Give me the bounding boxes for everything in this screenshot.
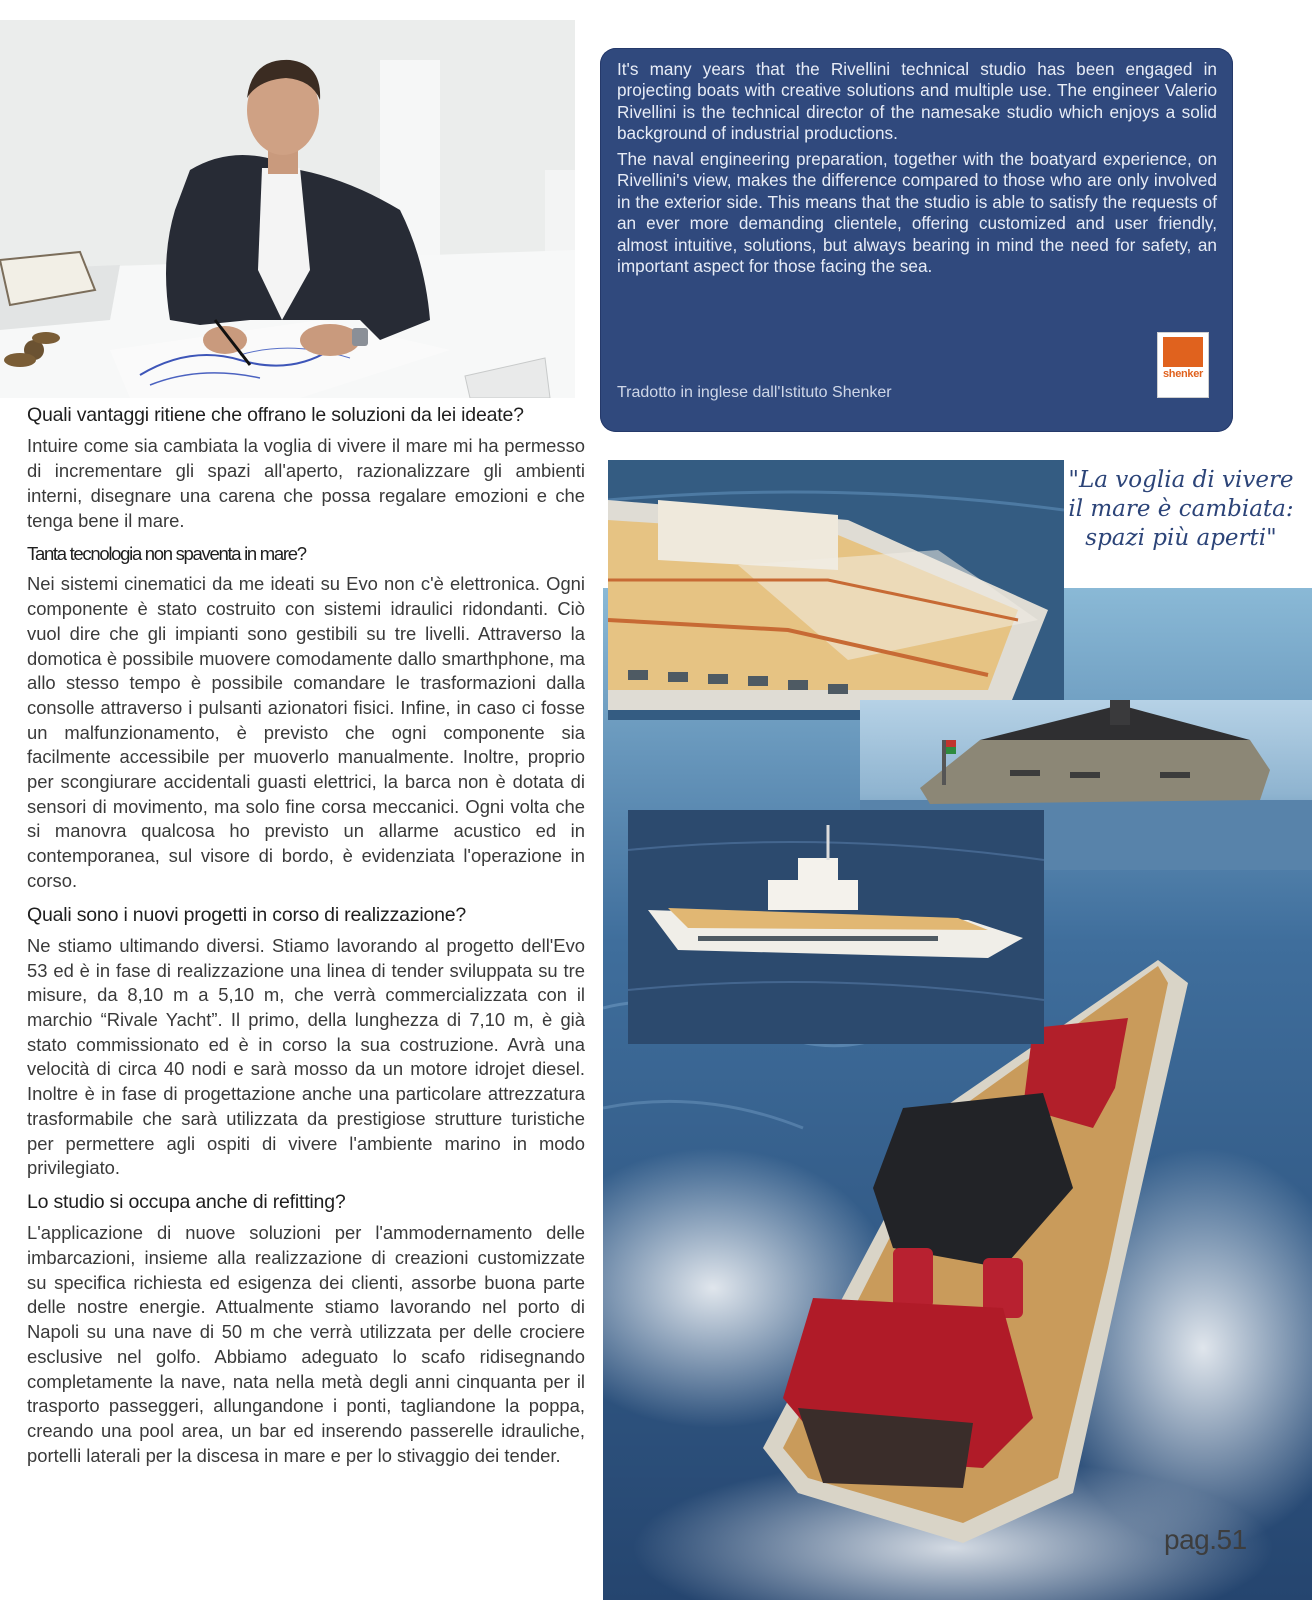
question-4: Lo studio si occupa anche di refitting?	[27, 1190, 346, 1213]
question-3: Quali sono i nuovi progetti in corso di realizzazione?	[27, 903, 467, 926]
interview-column	[27, 404, 585, 1478]
answer-3: Ne stiamo ultimando diversi. Stiamo lavorando al progetto dell'Evo 53 ed è in fase di realizzazione una linea di tender sviluppata su tre misure, da 8,10 m a 5,10 m, che verrà commercializzata con il marchio “Rivale Yacht”. Il primo, della lunghezza di 7,10 m, è già stato commissionato ed è in corso la sua costruzione. Avrà una velocità di circa 40 nodi e sarà mosso da un motore idrojet diesel. Inoltre è in fase di progettazione anche una particolare attrezzatura trasformabile che sarà utilizzata da prestigiose strutture turistiche per permettere agli ospiti di vivere l'ambiente marino in modo privilegiato.	[27, 934, 585, 1179]
pull-quote-line-2: il mare è cambiata:	[1068, 496, 1294, 522]
translation-credit: Tradotto in inglese dall'Istituto Shenker	[617, 384, 892, 401]
pull-quote-line-3: spazi più aperti"	[1085, 525, 1277, 551]
translation-paragraph-2: The naval engineering preparation, together with the boatyard experience, on Rivellini's view, makes the difference compared to those who are only involved in the exterior side. This means that the studio is able to satisfy the requests of an ever more demanding clientele, offering customized and user friendly, almost intuitive, solutions, but always bearing in mind the need for safety, an important aspect for those facing the sea.	[617, 149, 1217, 277]
pull-quote	[1066, 466, 1296, 553]
answer-1: Intuire come sia cambiata la voglia di vivere il mare mi ha permesso di incrementare gli spazi all'aperto, razionalizzare gli ambienti interni, disegnare una carena che possa regalare emozioni e che tenga bene il mare.	[27, 435, 585, 531]
question-2: Tanta tecnologia non spaventa in mare?	[27, 543, 306, 565]
pull-quote-line-1: "La voglia di vivere	[1068, 467, 1294, 493]
engineer-portrait-photo	[0, 20, 575, 398]
shenker-logo-square	[1163, 337, 1203, 367]
shenker-logo	[1157, 332, 1209, 398]
question-1: Quali vantaggi ritiene che offrano le soluzioni da lei ideate?	[27, 404, 524, 426]
motor-yacht-render	[628, 810, 1044, 1044]
page-number: pag.51	[1164, 1524, 1247, 1555]
translation-paragraph-1: It's many years that the Rivellini technical studio has been engaged in projecting boats with creative solutions and multiple use. The engineer Valerio Rivellini is the technical director of the namesake studio which enjoys a solid background of industrial productions.	[617, 59, 1217, 144]
english-translation-box	[600, 48, 1233, 432]
answer-4: L'applicazione di nuove soluzioni per l'ammodernamento delle imbarcazioni, insieme alla realizzazione di creazioni customizzate su specifica richiesta ed esigenza dei clienti, assorbe buona parte delle nostre energie. Attualmente stiamo lavorando nel porto di Napoli su una nave di 50 m che verrà utilizzata per delle crociere esclusive nel golfo. Abbiamo adeguato lo scafo ridisegnando completamente la nave, nata nella metà degli anni cinquanta per il trasporto passeggeri, allungandone i ponti, tagliandone la poppa, creando una pool area, un bar ed inserendo passerelle idrauliche, portelli laterali per la discesa in mare e per lo stivaggio dei tender.	[27, 1222, 585, 1466]
answer-2: Nei sistemi cinematici da me ideati su Evo non c'è elettronica. Ogni componente è stato costruito con sistemi idraulici ridondanti. Ciò vuol dire che gli impianti sono gestibili su tre livelli. Attraverso la domotica è possibile muovere comodamente dallo smarthphone, ma allo stesso tempo è possibile comandare le trasformazioni dalla consolle attraverso i pulsanti azionatori fisici. Infine, in caso ci fosse un malfunzionamento, è previsto che ogni componente sia facilmente accessibile per muoverlo manualmente. Inoltre, proprio per scongiurare accidentali guasti elettrici, la barca non è dotata di sensori di movimento, ma solo fine corsa meccanici. Ogni volta che si manovra qualcosa ho previsto un allarme acustico ed in contemporanea, sul visore di bordo, è evidenziata l'operazione in corso.	[27, 573, 585, 891]
yacht-deck-render	[608, 460, 1064, 720]
shenker-logo-text: shenker	[1162, 368, 1204, 380]
